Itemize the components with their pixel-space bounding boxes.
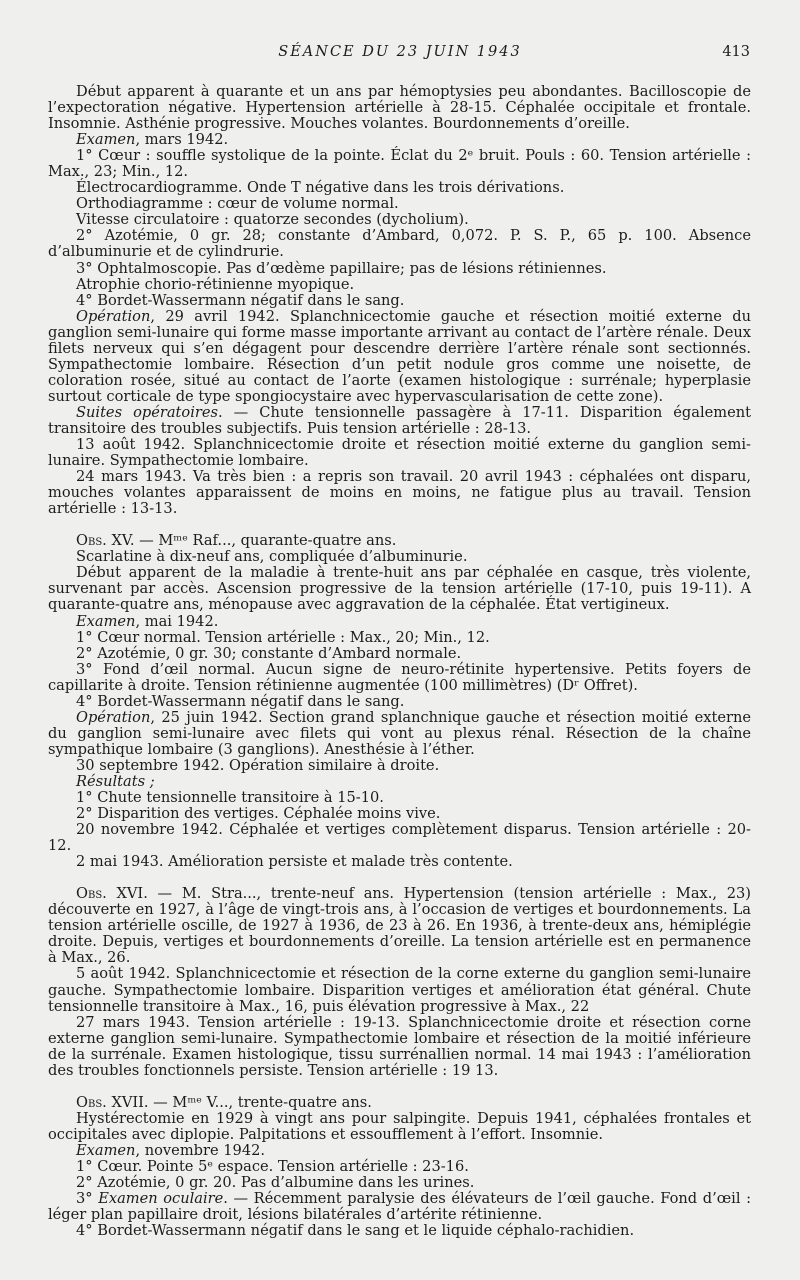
paragraph: [48, 212, 751, 228]
paragraph: [48, 758, 751, 774]
text-run: 13 août 1942. Splanchnicectomie droite et résection moitié externe du ganglion semi-lunaire. Sympathectomie lombaire.: [48, 436, 751, 470]
text-run: , mars 1942.: [135, 131, 229, 149]
text-run: 4° Bordet-Wassermann négatif dans le sang.: [76, 692, 405, 710]
paragraph: [48, 806, 751, 822]
paragraph: [48, 293, 751, 309]
text-run: , 25 juin 1942. Section grand splanchnique gauche et résection moitié externe du ganglion semi-lunaire avec filets qui vont au plexus rénal. Résection de la chaîne sympathique lombaire (3 ganglions). Anesthésie à l’éther.: [48, 708, 751, 758]
text-run: 3°: [76, 1190, 99, 1208]
body-text: [48, 84, 751, 1239]
paragraph: [48, 533, 751, 549]
page-header: [0, 44, 800, 66]
text-run: . — Chute tensionnelle passagère à 17-11. Disparition également transitoire des troubles subjectifs. Puis tension artérielle : 28-13.: [48, 403, 751, 437]
text-run: Examen: [76, 612, 136, 630]
paragraph: [48, 1143, 751, 1159]
text-run: 1° Cœur normal. Tension artérielle : Max., 20; Min., 12.: [76, 628, 490, 646]
paragraph: [48, 966, 751, 1014]
text-run: Opération: [76, 307, 151, 325]
paragraph: [48, 886, 751, 966]
text-run: — M. Stra..., trente-neuf ans. Hypertension (tension artérielle : Max., 23) découverte en 1927, à l’âge de vingt-trois ans, à l’occasion de vertiges et bourdonnements. La tension artérielle oscille, de 1927 à 1936, de 23 à 26. En 1936, à trente-deux ans, hémiplégie droite. Depuis, vertiges et bourdonnements d’oreille. La tension artérielle est en permanence à Max., 26.: [48, 885, 751, 967]
text-run: 2° Azotémie, 0 gr. 30; constante d’Ambard normale.: [76, 644, 462, 662]
paragraph: [48, 469, 751, 517]
paragraph: [48, 662, 751, 694]
paragraph: [48, 1223, 751, 1239]
text-run: 24 mars 1943. Va très bien : a repris son travail. 20 avril 1943 : céphalées ont disparu, mouches volantes apparaissent de moins en moins, ne fatigue plus au travail. Tension artérielle : 13-13.: [48, 468, 751, 518]
paragraph: [48, 790, 751, 806]
text-run: 4° Bordet-Wassermann négatif dans le sang et le liquide céphalo-rachidien.: [76, 1222, 635, 1240]
paragraph: [48, 180, 751, 196]
text-run: Examen: [76, 131, 136, 149]
paragraph: [48, 630, 751, 646]
text-run: Vitesse circulatoire : quatorze secondes (dycholium).: [76, 211, 469, 229]
paragraph: [48, 1015, 751, 1079]
paragraph: [48, 614, 751, 630]
text-run: 1° Cœur : souffle systolique de la pointe. Éclat du 2ᵉ bruit. Pouls : 60. Tension artérielle : Max., 23; Min., 12.: [48, 147, 751, 181]
text-run: 4° Bordet-Wassermann négatif dans le sang.: [76, 291, 405, 309]
text-run: Obs. XV.: [76, 532, 135, 550]
text-run: Obs. XVI.: [76, 885, 148, 903]
paragraph: [48, 1159, 751, 1175]
text-run: 2° Disparition des vertiges. Céphalée moins vive.: [76, 805, 441, 823]
paragraph: [48, 309, 751, 405]
text-run: Examen: [76, 1141, 136, 1159]
text-run: 2° Azotémie, 0 gr. 20. Pas d’albumine dans les urines.: [76, 1174, 475, 1192]
paragraph: [48, 261, 751, 277]
text-run: , mai 1942.: [135, 612, 219, 630]
text-run: 3° Ophtalmoscopie. Pas d’œdème papillaire; pas de lésions rétiniennes.: [76, 259, 607, 277]
text-run: Hystérectomie en 1929 à vingt ans pour salpingite. Depuis 1941, céphalées frontales et occipitales avec diplopie. Palpitations et essoufflement à l’effort. Insomnie.: [48, 1109, 751, 1143]
text-run: 5 août 1942. Splanchnicectomie et résection de la corne externe du ganglion semi-lunaire gauche. Sympathectomie lombaire. Disparition vertiges et amélioration état général. Chute tensionnelle transitoire à Max., 16, puis élévation progressive à Max., 22: [48, 965, 751, 1015]
text-run: 30 septembre 1942. Opération similaire à droite.: [76, 756, 440, 774]
paragraph: [48, 228, 751, 260]
text-run: , novembre 1942.: [135, 1141, 266, 1159]
paragraph: [48, 774, 751, 790]
paragraph: [48, 549, 751, 565]
text-run: 2° Azotémie, 0 gr. 28; constante d’Ambard, 0,072. P. S. P., 65 p. 100. Absence d’albuminurie et de cylindrurie.: [48, 227, 751, 261]
text-run: Résultats ;: [76, 772, 155, 790]
paragraph: [48, 1095, 751, 1111]
text-run: — Mᵐᵉ Raf..., quarante-quatre ans.: [134, 532, 397, 550]
text-run: 20 novembre 1942. Céphalée et vertiges complètement disparus. Tension artérielle : 20-12.: [48, 821, 751, 855]
text-run: Électrocardiogramme. Onde T négative dans les trois dérivations.: [76, 179, 565, 197]
text-run: Suites opératoires: [76, 403, 218, 421]
paragraph: [48, 132, 751, 148]
paragraph: [48, 84, 751, 132]
paragraph: [48, 148, 751, 180]
text-run: 1° Chute tensionnelle transitoire à 15-10.: [76, 789, 384, 807]
text-run: 3° Fond d’œil normal. Aucun signe de neuro-rétinite hypertensive. Petits foyers de capillarite à droite. Tension rétinienne augmentée (100 millimètres) (Dʳ Offret).: [48, 660, 751, 694]
text-run: Examen oculaire: [98, 1190, 224, 1208]
paragraph: [48, 1191, 751, 1223]
paragraph: [48, 437, 751, 469]
paragraph: [48, 1175, 751, 1191]
text-run: Obs. XVII.: [76, 1093, 149, 1111]
text-run: . — Récemment paralysie des élévateurs de l’œil gauche. Fond d’œil : léger plan papillaire droit, lésions bilatérales d’artérite rétinienne.: [48, 1190, 751, 1224]
text-run: 2 mai 1943. Amélioration persiste et malade très contente.: [76, 853, 513, 871]
paragraph: [48, 646, 751, 662]
text-run: Début apparent de la maladie à trente-huit ans par céphalée en casque, très violente, survenant par accès. Ascension progressive de la tension artérielle (17-10, puis 19-11). A quarante-quatre ans, ménopause avec aggravation de la céphalée. État vertigineux.: [48, 564, 751, 614]
paragraph: [48, 854, 751, 870]
text-run: — Mᵐᵉ V..., trente-quatre ans.: [148, 1093, 372, 1111]
paragraph: [48, 196, 751, 212]
text-run: Scarlatine à dix-neuf ans, compliquée d’albuminurie.: [76, 548, 468, 566]
text-run: , 29 avril 1942. Splanchnicectomie gauche et résection moitié externe du ganglion semi-lunaire qui forme masse importante arrivant au contact de l’artère rénale. Deux filets nerveux qui s’en dégagent pour descendre derrière l’artère rénale sont sectionnés. Sympathectomie lombaire. Résection d’un petit nodule gros comme une noisette, de coloration rosée, situé au contact de l’aorte (examen histologique : surrénale; hyperplasie surtout corticale de type spongiocystaire avec hypervascularisation de cette zone).: [48, 307, 751, 405]
running-title: SÉANCE DU 23 JUIN 1943: [278, 44, 522, 60]
paragraph: [48, 710, 751, 758]
text-run: Début apparent à quarante et un ans par hémoptysies peu abondantes. Bacilloscopie de l’expectoration négative. Hypertension artérielle à 28-15. Céphalée occipitale et frontale. Insomnie. Asthénie progressive. Mouches volantes. Bourdonnements d’oreille.: [48, 83, 751, 133]
text-run: Opération: [76, 708, 151, 726]
paragraph: [48, 405, 751, 437]
text-run: Orthodiagramme : cœur de volume normal.: [76, 195, 399, 213]
paragraph: [48, 565, 751, 613]
text-run: 1° Cœur. Pointe 5ᵉ espace. Tension artérielle : 23-16.: [76, 1158, 469, 1175]
paragraph: [48, 822, 751, 854]
text-run: Atrophie chorio-rétinienne myopique.: [76, 275, 355, 293]
paragraph: [48, 694, 751, 710]
text-run: 27 mars 1943. Tension artérielle : 19-13. Splanchnicectomie droite et résection corne externe ganglion semi-lunaire. Sympathectomie lombaire et résection de la moitié inférieure de la surrénale. Examen histologique, tissu surrénallien normal. 14 mai 1943 : l’amélioration des troubles fonctionnels persiste. Tension artérielle : 19 13.: [48, 1013, 751, 1079]
page-number: 413: [722, 44, 750, 60]
paragraph: [48, 1111, 751, 1143]
paragraph: [48, 277, 751, 293]
